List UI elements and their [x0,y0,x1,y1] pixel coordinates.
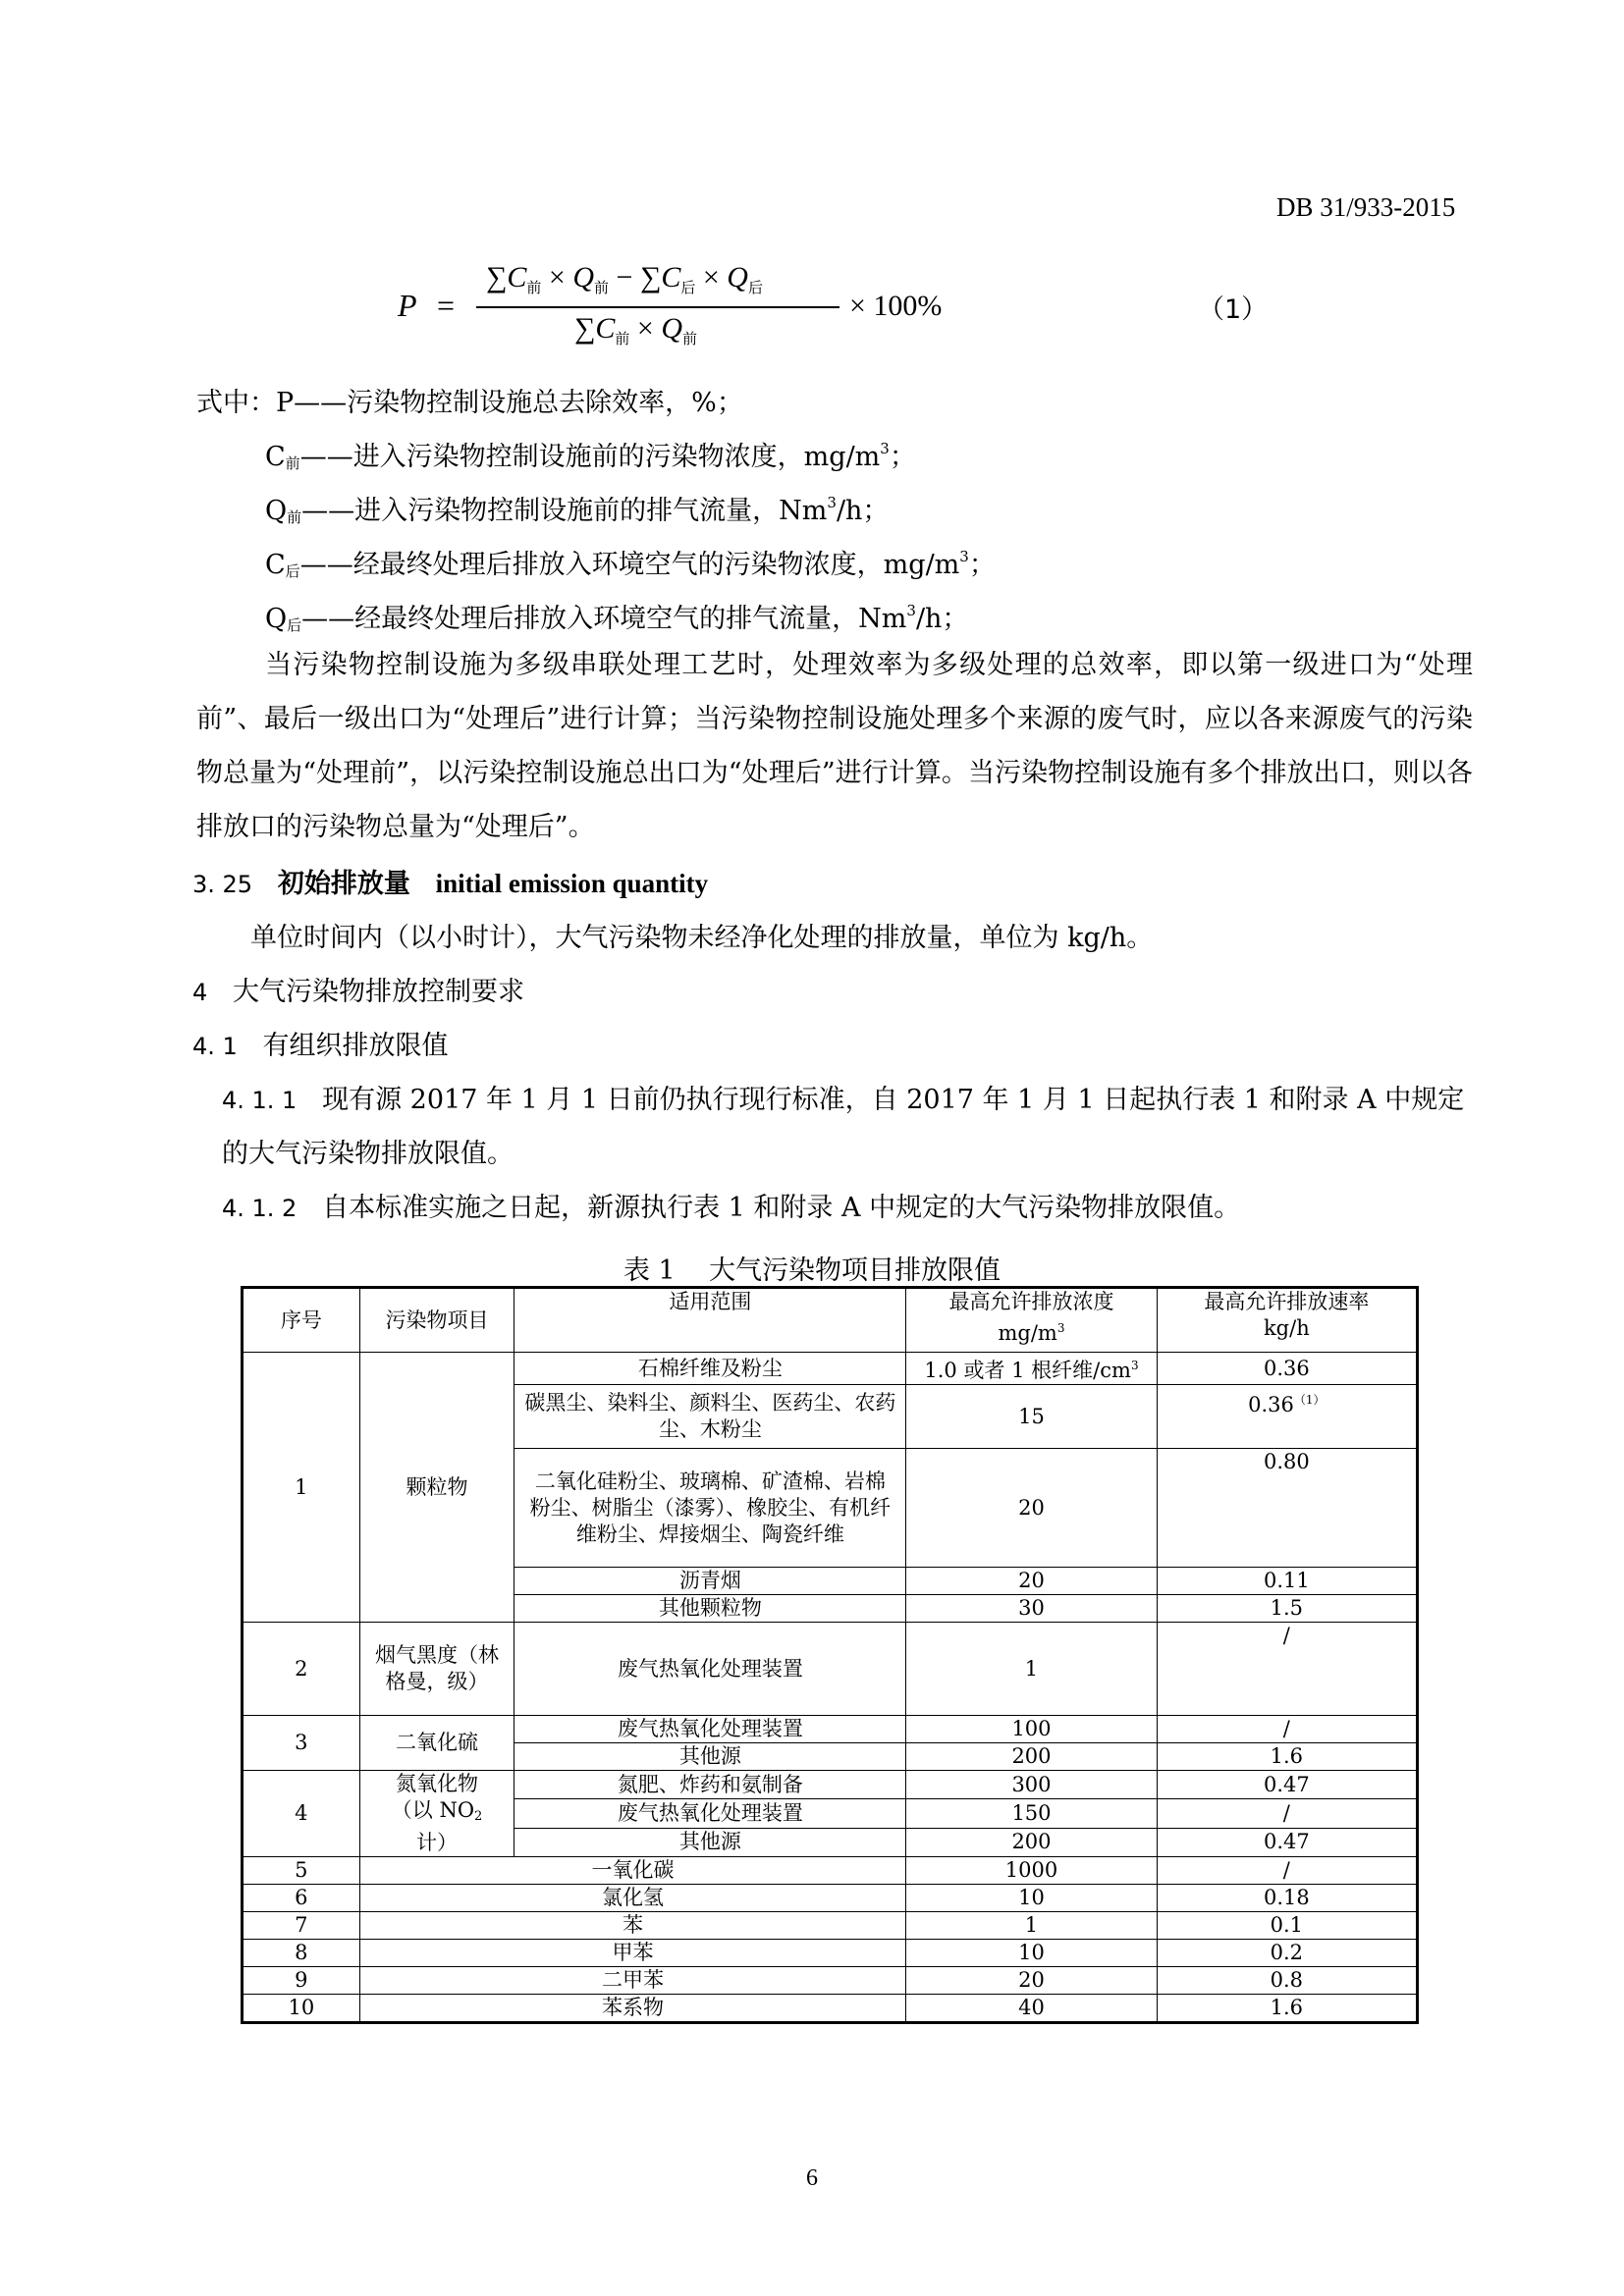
cell-conc: 40 [906,1995,1157,2023]
table-row [243,1857,1418,1885]
def-q-after: Q后——经最终处理后排放入环境空气的排气流量，Nm$^3$/h； [265,602,969,634]
cell-rate: 0.1 [1157,1912,1417,1940]
section-4-heading: 4 大气污染物排放控制要求 [192,977,525,1007]
def-c-before: C前——进入污染物控制设施前的污染物浓度，$mg/m^3$； [265,440,916,472]
formula-equals: = [437,288,456,323]
cell-scope: 碳黑尘、染料尘、颜料尘、医药尘、农药尘、木粉尘 [514,1385,906,1449]
formula-p: P [398,288,417,323]
section-3-25-heading: 3. 25 初始排放量 initial emission quantity [192,869,709,899]
cell-no: 8 [243,1940,360,1967]
table-row [243,1967,1418,1995]
cell-conc: 100 [906,1716,1157,1743]
cell-conc: 1000 [906,1857,1157,1885]
cell-item: 二氧化硫 [359,1716,514,1771]
cell-item: 一氧化碳 [359,1857,906,1885]
section-4-1-1-cont: 的大气污染物排放限值。 [222,1139,514,1169]
fraction-bar [476,306,839,308]
section-3-25-body: 单位时间内（以小时计），大气污染物未经净化处理的排放量，单位为 kg/h。 [250,923,1154,953]
table-caption: 表 1 大气污染物项目排放限值 [623,1255,1001,1286]
cell-no: 1 [243,1353,360,1623]
cell-rate: 0.2 [1157,1940,1417,1967]
cell-item: 烟气黑度（林格曼，级） [359,1623,514,1716]
cell-no: 6 [243,1885,360,1912]
header-no: 序号 [243,1288,360,1353]
cell-rate: 1.6 [1157,1743,1417,1771]
cell-rate: 0.80 [1157,1449,1417,1568]
cell-no: 4 [243,1771,360,1857]
cell-no: 2 [243,1623,360,1716]
table-row [243,1623,1418,1716]
cell-rate: / [1157,1799,1417,1828]
header-concentration: 最高允许排放浓度 $mg/m^3$ [906,1288,1157,1353]
cell-conc: 10 [906,1885,1157,1912]
header-scope: 适用范围 [514,1288,906,1353]
cell-no: 9 [243,1967,360,1995]
def-q-before: Q前——进入污染物控制设施前的排气流量，Nm$^3$/h； [265,494,890,526]
section-4-1-1: 4. 1. 1 现有源 2017 年 1 月 1 日前仍执行现行标准，自 2017 年 1 月 1 日起执行表 1 和附录 A 中规定 [222,1085,1465,1115]
cell-scope: 废气热氧化处理装置 [514,1716,906,1743]
table-row [243,1771,1418,1799]
cell-scope: 其他源 [514,1743,906,1771]
cell-conc: 1.0 或者 1 根纤维$/cm^3$ [906,1353,1157,1385]
cell-conc: 1 [906,1912,1157,1940]
cell-conc: 1 [906,1623,1157,1716]
cell-scope: 石棉纤维及粉尘 [514,1353,906,1385]
def-c-after: C后——经最终处理后排放入环境空气的污染物浓度，$mg/m^3$； [265,548,996,580]
cell-rate: 0.47 [1157,1828,1417,1856]
cell-conc: 30 [906,1595,1157,1623]
header-item: 污染物项目 [359,1288,514,1353]
cell-scope: 氮肥、炸药和氨制备 [514,1771,906,1799]
page-number: 6 [806,2165,818,2191]
cell-conc: 20 [906,1568,1157,1595]
cell-item: 二甲苯 [359,1967,906,1995]
table-row [243,1940,1418,1967]
cell-rate: 0.18 [1157,1885,1417,1912]
cell-conc: 20 [906,1449,1157,1568]
cell-conc: 20 [906,1967,1157,1995]
table-row [243,1353,1418,1385]
def-intro: 式中：P——污染物控制设施总去除效率，%； [196,388,743,418]
cell-conc: 200 [906,1828,1157,1856]
paragraph-efficiency: 当污染物控制设施为多级串联处理工艺时，处理效率为多级处理的总效率，即以第一级进口为“处理前”、最后一级出口为“处理后”进行计算；当污染物控制设施处理多个来源的废气时，应以各来源废气的污染物总量为“处理前”，以污染控制设施总出口为“处理后”进行计算。当污染物控制设施有多个排放出口，则以各排放口的污染物总量为“处理后”。 [196,650,1473,842]
cell-rate: 0.36 [1157,1353,1417,1385]
efficiency-formula [398,261,1281,359]
emission-limits-table [241,1286,1419,2024]
section-4-1-2: 4. 1. 2 自本标准实施之日起，新源执行表 1 和附录 A 中规定的大气污染物排放限值。 [222,1193,1241,1223]
table-row [243,1995,1418,2023]
cell-no: 7 [243,1912,360,1940]
formula-denominator: $\sum C_前 \times Q_前$ [574,312,698,347]
cell-scope: 废气热氧化处理装置 [514,1623,906,1716]
cell-conc: 150 [906,1799,1157,1828]
cell-conc: 10 [906,1940,1157,1967]
cell-conc: 200 [906,1743,1157,1771]
cell-scope: 其他颗粒物 [514,1595,906,1623]
cell-item: 颗粒物 [359,1353,514,1623]
cell-no: 10 [243,1995,360,2023]
cell-scope: 二氧化硅粉尘、玻璃棉、矿渣棉、岩棉粉尘、树脂尘（漆雾）、橡胶尘、有机纤维粉尘、焊接烟尘、陶瓷纤维 [514,1449,906,1568]
table-row [243,1885,1418,1912]
formula-number: （1） [1198,294,1269,325]
cell-rate: 0.8 [1157,1967,1417,1995]
cell-item: 苯系物 [359,1995,906,2023]
cell-rate: 1.6 [1157,1995,1417,2023]
table-header-row [243,1288,1418,1353]
cell-rate: 1.5 [1157,1595,1417,1623]
header-rate: 最高允许排放速率 kg/h [1157,1288,1417,1353]
cell-rate: $0.36^{(1)}$ [1157,1385,1417,1449]
cell-rate: / [1157,1716,1417,1743]
table-row [243,1912,1418,1940]
cell-no: 3 [243,1716,360,1771]
cell-no: 5 [243,1857,360,1885]
cell-scope: 沥青烟 [514,1568,906,1595]
formula-percent: × 100% [849,290,943,322]
cell-item: 苯 [359,1912,906,1940]
cell-conc: 15 [906,1385,1157,1449]
cell-scope: 废气热氧化处理装置 [514,1799,906,1828]
cell-rate: 0.11 [1157,1568,1417,1595]
document-code: DB 31/933-2015 [1276,192,1456,222]
cell-item: 甲苯 [359,1940,906,1967]
cell-rate: / [1157,1857,1417,1885]
cell-item: 氮氧化物 （以 NO2 计） [359,1771,514,1857]
cell-rate: 0.47 [1157,1771,1417,1799]
cell-rate: / [1157,1623,1417,1716]
section-4-1-heading: 4. 1 有组织排放限值 [192,1031,449,1061]
cell-scope: 其他源 [514,1828,906,1856]
table-row [243,1716,1418,1743]
cell-item: 氯化氢 [359,1885,906,1912]
formula-numerator: $\sum C_前 \times Q_前 - \sum C_后 \times Q_后$ [486,261,763,296]
cell-conc: 300 [906,1771,1157,1799]
